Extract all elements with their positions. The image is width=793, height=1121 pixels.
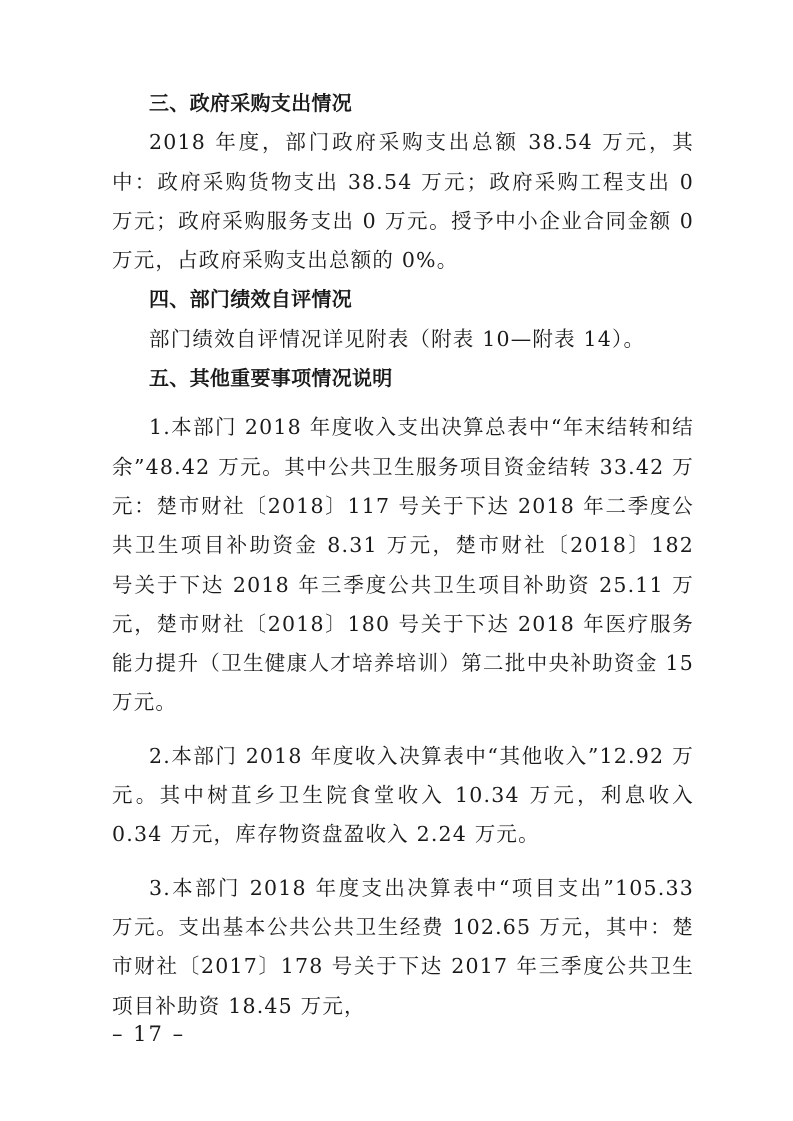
section-3-heading: 三、政府采购支出情况 (149, 91, 352, 115)
document-body (112, 84, 694, 1026)
section-4-heading: 四、部门绩效自评情况 (149, 287, 352, 312)
spacer (112, 855, 694, 869)
section-5-heading: 五、其他重要事项情况说明 (149, 366, 393, 391)
section-5-item-2: 2.本部门 2018 年度收入决算表中“其他收入”12.92 万元。其中树苴乡卫生院食堂收入 10.34 万元，利息收入 0.34 万元，库存物资盘盈收入 2.24 万元。 (112, 743, 694, 847)
section-5-item-1: 1.本部门 2018 年度收入支出决算总表中“年末结转和结余”48.42 万元。其中公共卫生服务项目资金结转 33.42 万元：楚市财社〔2018〕117 号关于下达 2018 年二季度公共卫生项目补助资金 8.31 万元，楚市财社〔2018〕182 号关于下达 2018 年三季度公共卫生项目补助资 25.11 万元，楚市财社〔2018〕180 号关于下达 2018 年医疗服务能力提升（卫生健康人才培养培训）第二批中央补助资金 15 万元。 (112, 415, 694, 715)
section-5-item-3: 3.本部门 2018 年度支出决算表中“项目支出”105.33 万元。支出基本公共公共卫生经费 102.65 万元，其中：楚市财社〔2017〕178 号关于下达 2017 年三季度公共卫生项目补助资 18.45 万元， (112, 875, 694, 1018)
spacer (112, 398, 694, 408)
spacer (112, 723, 694, 737)
page-number: – 17 – (112, 1022, 186, 1046)
section-4-paragraph: 部门绩效自评情况详见附表（附表 10—附表 14）。 (149, 326, 646, 351)
section-3-paragraph: 2018 年度，部门政府采购支出总额 38.54 万元，其中：政府采购货物支出 38.54 万元；政府采购工程支出 0 万元；政府采购服务支出 0 万元。授予中小企业合同金额 0 万元，占政府采购支出总额的 0%。 (112, 130, 694, 273)
